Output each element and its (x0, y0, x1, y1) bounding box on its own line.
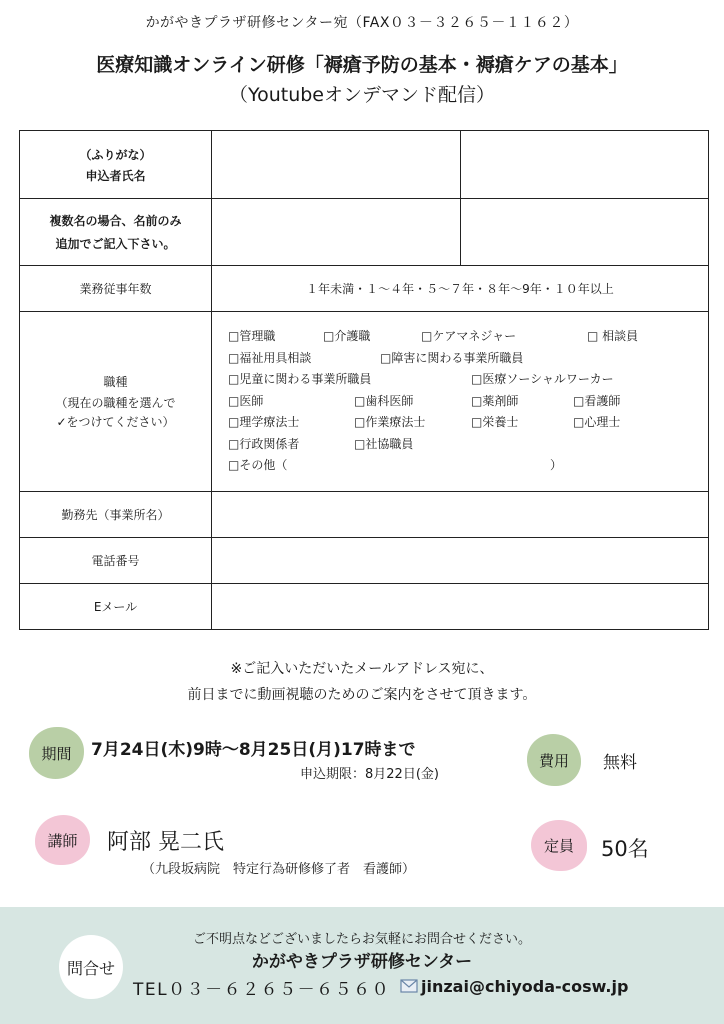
job-checkbox-child-staff[interactable]: □児童に関わる事業所職員 (228, 372, 372, 387)
job-checkbox-physical-therapist[interactable]: □理学療法士 (228, 415, 300, 430)
capacity-badge: 定員 (531, 820, 587, 871)
inquiry-note: ご不明点などございましたらお気軽にお問合せください。 (192, 932, 531, 947)
job-checkbox-government[interactable]: □行政関係者 (228, 436, 300, 451)
job-row (228, 348, 694, 370)
job-checkbox-doctor[interactable]: □医師 (228, 393, 264, 408)
period-badge: 期間 (29, 727, 84, 779)
mail-icon (400, 979, 418, 993)
email-note-line1: ※ご記入いただいたメールアドレス宛に、 (230, 661, 494, 677)
job-checkbox-counselor[interactable]: □ 相談員 (587, 329, 639, 344)
applicant-name-field-2[interactable] (460, 131, 709, 199)
job-row (228, 455, 694, 477)
job-row (228, 391, 694, 413)
job-row (228, 369, 694, 391)
job-checkbox-dietitian[interactable]: □栄養士 (471, 415, 519, 430)
job-checkbox-other[interactable]: □その他（ (228, 458, 288, 473)
job-row (228, 434, 694, 456)
email-note-line2: 前日までに動画視聴のためのご案内をさせて頂きます。 (187, 687, 537, 703)
job-type-label-line3: ✓をつけてください） (56, 415, 175, 429)
job-checkbox-occupational-therapist[interactable]: □作業療法士 (354, 415, 426, 430)
job-checkbox-pharmacist[interactable]: □薬剤師 (471, 393, 519, 408)
job-checkbox-nurse[interactable]: □看護師 (573, 393, 621, 408)
multiple-names-label-line2: 追加でご記入下さい。 (55, 237, 176, 251)
contact-email[interactable]: jinzai@chiyoda-cosw.jp (421, 977, 629, 996)
additional-name-field-2[interactable] (460, 199, 709, 266)
years-label: 業務従事年数 (20, 266, 212, 312)
email-field[interactable] (212, 584, 709, 630)
application-form (19, 130, 709, 630)
furigana-label: （ふりがな） (79, 147, 152, 162)
job-checkbox-care-worker[interactable]: □介護職 (323, 329, 371, 344)
job-checkbox-manager[interactable]: □管理職 (228, 329, 276, 344)
page-title: 医療知識オンライン研修「褥瘡予防の基本・褥瘡ケアの基本」 (96, 54, 628, 76)
lecturer-badge: 講師 (35, 815, 90, 865)
job-type-label-line1: 職種 (103, 375, 128, 389)
name-label (20, 131, 212, 199)
page-subtitle: （Youtubeオンデマンド配信） (229, 84, 495, 106)
fax-destination: かがやきプラザ研修センター宛（FAX０３－３２６５－１１６２） (145, 15, 579, 31)
job-checkbox-care-manager[interactable]: □ケアマネジャー (421, 329, 517, 344)
multiple-names-label (20, 199, 212, 266)
multiple-names-label-line1: 複数名の場合、名前のみ (49, 214, 182, 228)
application-deadline: 申込期限：8月22日(金) (300, 767, 439, 782)
job-type-label (20, 312, 212, 492)
phone-label: 電話番号 (20, 538, 212, 584)
cost-badge: 費用 (527, 734, 581, 786)
email-label: Eメール (20, 584, 212, 630)
viewing-period: 7月24日(木)9時～8月25日(月)17時まで (91, 740, 416, 760)
applicant-name-field-1[interactable] (212, 131, 461, 199)
job-checkbox-dentist[interactable]: □歯科医師 (354, 393, 414, 408)
job-other-close-paren: ） (550, 458, 563, 473)
job-row (228, 412, 694, 434)
job-checkbox-disability-staff[interactable]: □障害に関わる事業所職員 (380, 350, 524, 365)
cost-value: 無料 (603, 753, 637, 773)
inquiry-badge: 問合せ (59, 935, 123, 999)
job-checkbox-social-welfare-council[interactable]: □社協職員 (354, 436, 414, 451)
telephone-number[interactable]: TEL０３－６２６５－６５６０ (133, 980, 391, 1000)
workplace-label: 勤務先（事業所名） (20, 492, 212, 538)
phone-field[interactable] (212, 538, 709, 584)
job-checkbox-psychologist[interactable]: □心理士 (573, 415, 621, 430)
capacity-value: 50名 (601, 837, 649, 861)
years-options[interactable]: １年未満・１～４年・５～７年・８年～9年・１０年以上 (212, 266, 709, 312)
job-checkbox-welfare-equipment[interactable]: □福祉用具相談 (228, 350, 312, 365)
job-type-label-line2: （現在の職種を選んで (55, 396, 176, 410)
applicant-name-label: 申込者氏名 (85, 168, 146, 183)
lecturer-name: 阿部 晃二氏 (107, 830, 224, 855)
job-row (228, 326, 694, 348)
job-type-options (212, 312, 709, 492)
organization-name: かがやきプラザ研修センター (251, 952, 473, 972)
workplace-field[interactable] (212, 492, 709, 538)
job-checkbox-msw[interactable]: □医療ソーシャルワーカー (471, 372, 614, 387)
additional-name-field-1[interactable] (212, 199, 461, 266)
lecturer-affiliation: （九段坂病院 特定行為研修修了者 看護師） (142, 862, 416, 877)
